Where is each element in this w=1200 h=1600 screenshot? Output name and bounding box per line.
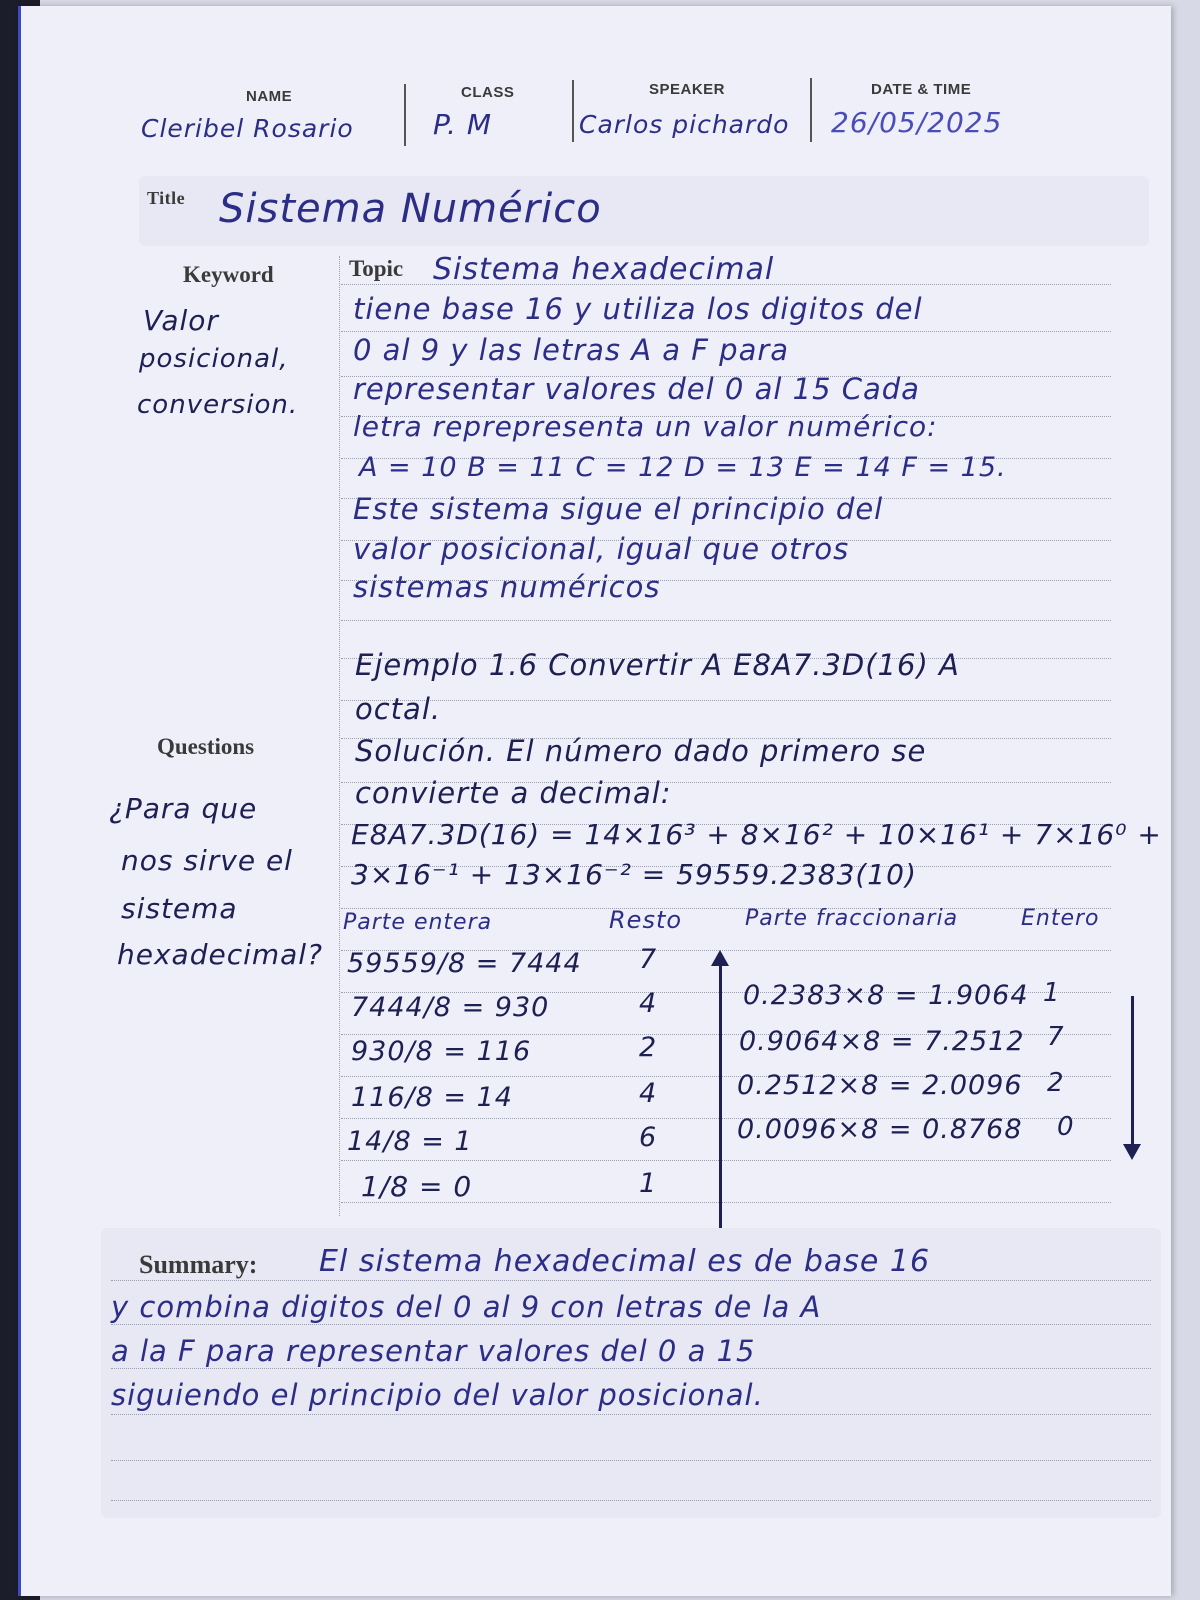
header-divider xyxy=(810,78,812,142)
integer-row-rem: 2 xyxy=(639,1032,658,1063)
topic-title: Sistema hexadecimal xyxy=(433,252,775,287)
whole-header: Entero xyxy=(1021,906,1100,931)
topic-line-2: 0 al 9 y las letras A a F para xyxy=(353,333,790,367)
title-value: Sistema Numérico xyxy=(219,186,602,232)
integer-row-rem: 6 xyxy=(639,1122,658,1153)
name-label: NAME xyxy=(246,88,293,105)
integer-part-header: Parte entera xyxy=(343,910,493,935)
topic-line-8: sistemas numéricos xyxy=(353,570,661,604)
integer-row-rem: 7 xyxy=(639,944,658,975)
fraction-row-whole: 7 xyxy=(1047,1022,1065,1052)
topic-line-7: valor posicional, igual que otros xyxy=(353,532,850,566)
keyword-label: Keyword xyxy=(183,262,274,287)
keyword-line-2: posicional, xyxy=(139,344,289,374)
question-line-1: ¿Para que xyxy=(109,792,258,825)
topic-line-4: letra reprepresenta un valor numérico: xyxy=(353,410,938,443)
header-divider xyxy=(572,80,574,142)
topic-line-3: representar valores del 0 al 15 Cada xyxy=(353,372,920,406)
header-divider xyxy=(404,84,406,146)
topic-label: Topic xyxy=(349,256,404,281)
summary-line-3: a la F para representar valores del 0 a 15 xyxy=(111,1334,756,1368)
topic-line-1: tiene base 16 y utiliza los digitos del xyxy=(353,292,923,326)
column-divider xyxy=(339,256,340,1216)
summary-label: Summary: xyxy=(139,1250,258,1279)
keyword-line-1: Valor xyxy=(143,304,219,337)
example-line-3: Solución. El número dado primero se xyxy=(355,734,927,768)
summary-line-2: y combina digitos del 0 al 9 con letras de la A xyxy=(111,1290,822,1324)
class-label: CLASS xyxy=(461,84,515,101)
example-line-4: convierte a decimal: xyxy=(355,776,672,810)
example-line-1: Ejemplo 1.6 Convertir A E8A7.3D(16) A xyxy=(355,648,960,682)
integer-row-rem: 4 xyxy=(639,1078,658,1109)
fraction-row-whole: 2 xyxy=(1047,1068,1065,1098)
integer-row-op: 116/8 = 14 xyxy=(351,1082,513,1113)
date-label: DATE & TIME xyxy=(871,81,972,98)
fraction-row-op: 0.2512×8 = 2.0096 xyxy=(737,1070,1023,1101)
example-line-6: 3×16⁻¹ + 13×16⁻² = 59559.2383(10) xyxy=(351,858,917,891)
topic-line-5: A = 10 B = 11 C = 12 D = 13 E = 14 F = 15. xyxy=(359,452,1007,483)
title-label: Title xyxy=(147,188,186,208)
questions-label: Questions xyxy=(157,734,255,759)
speaker-value: Carlos pichardo xyxy=(579,110,790,139)
topic-line-6: Este sistema sigue el principio del xyxy=(353,492,884,526)
example-line-2: octal. xyxy=(355,692,442,726)
fraction-row-op: 0.2383×8 = 1.9064 xyxy=(743,980,1029,1011)
fraction-row-op: 0.0096×8 = 0.8768 xyxy=(737,1114,1023,1145)
fraction-row-whole: 1 xyxy=(1043,978,1061,1008)
integer-row-op: 930/8 = 116 xyxy=(351,1036,532,1067)
fraction-row-whole: 0 xyxy=(1057,1112,1075,1142)
integer-row-op: 7444/8 = 930 xyxy=(351,992,550,1023)
date-value: 26/05/2025 xyxy=(831,106,1003,139)
integer-row-op: 59559/8 = 7444 xyxy=(347,948,582,979)
integer-row-rem: 4 xyxy=(639,988,658,1019)
name-value: Cleribel Rosario xyxy=(141,114,354,143)
class-value: P. M xyxy=(433,108,492,141)
down-arrow-icon xyxy=(1131,996,1134,1146)
question-line-2: nos sirve el xyxy=(121,844,293,877)
speaker-label: SPEAKER xyxy=(649,81,726,98)
question-line-4: hexadecimal? xyxy=(117,938,323,971)
up-arrow-icon xyxy=(719,964,722,1232)
remainder-header: Resto xyxy=(609,906,683,934)
summary-line-1: El sistema hexadecimal es de base 16 xyxy=(319,1244,931,1279)
fraction-row-op: 0.9064×8 = 7.2512 xyxy=(739,1026,1025,1057)
integer-row-rem: 1 xyxy=(639,1168,658,1199)
integer-row-op: 14/8 = 1 xyxy=(347,1126,473,1157)
keyword-line-3: conversion. xyxy=(137,390,299,420)
question-line-3: sistema xyxy=(121,892,238,925)
example-line-5: E8A7.3D(16) = 14×16³ + 8×16² + 10×16¹ + 7×16⁰ + xyxy=(351,818,1162,851)
notebook-page xyxy=(18,6,1171,1596)
summary-line-4: siguiendo el principio del valor posicional. xyxy=(111,1378,764,1412)
integer-row-op: 1/8 = 0 xyxy=(361,1170,473,1203)
fraction-part-header: Parte fraccionaria xyxy=(745,906,959,931)
